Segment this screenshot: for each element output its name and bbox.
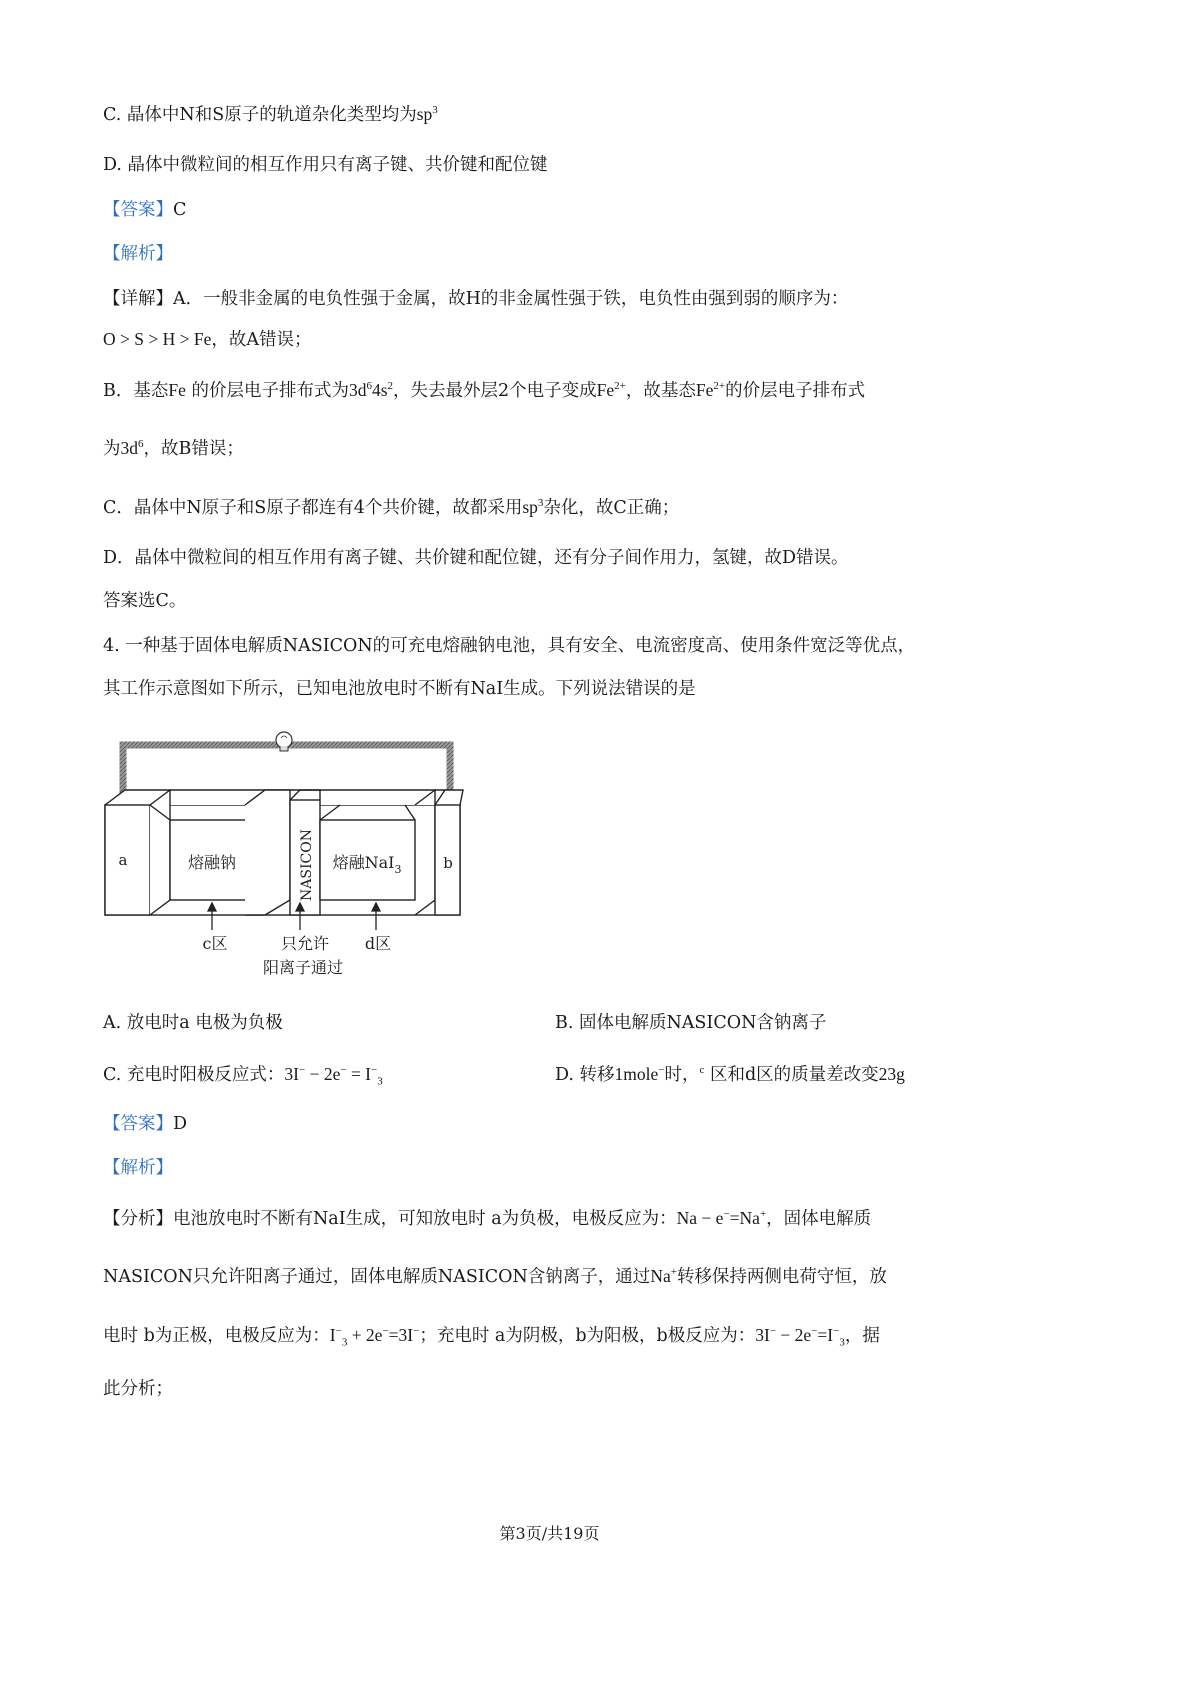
label-cation-line-1: 只允许	[280, 934, 330, 953]
q3-answer: 【答案】C	[103, 200, 187, 220]
label-cation-line-2: 阳离子通过	[262, 958, 344, 977]
q3-detail-line-1: 【详解】A．一般非金属的电负性强于金属，故H的非金属性强于铁，电负性由强到弱的顺序为：	[103, 289, 849, 309]
label-d-zone: d区	[364, 934, 392, 953]
q4-analysis-line-1: 【分析】电池放电时不断有NaI生成，可知放电时 a为负极，电极反应为：Na − e−=Na+，固体电解质	[103, 1208, 872, 1229]
q3-option-d: D. 晶体中微粒间的相互作用只有离子键、共价键和配位键	[103, 155, 548, 175]
label-nasicon: NASICON	[299, 829, 315, 901]
q3-detail-line-4: 为$3d^6$，故B错误；	[103, 438, 244, 459]
q3-analysis-label: 【解析】	[103, 244, 173, 264]
label-molten-nai: 熔融NaI$_3$	[332, 853, 402, 876]
label-molten-na: 熔融钠	[187, 853, 237, 872]
q4-option-c: C. 充电时阳极反应式：$3I^- - 2e^- = I^-_3$	[103, 1064, 383, 1088]
q3-detail-line-6: D．晶体中微粒间的相互作用有离子键、共价键和配位键，还有分子间作用力，氢键，故D错误。	[103, 548, 849, 568]
page-footer: 第3页/共19页	[499, 1524, 600, 1543]
q4-stem-line-2: 其工作示意图如下所示，已知电池放电时不断有NaI生成。下列说法错误的是	[103, 679, 696, 699]
label-a: a	[118, 851, 128, 869]
q3-detail-line-7: 答案选C。	[103, 591, 187, 611]
q4-analysis-line-4: 此分析；	[103, 1379, 173, 1399]
q4-answer: 【答案】D	[103, 1114, 188, 1134]
q4-option-b: B. 固体电解质NASICON含钠离子	[555, 1013, 827, 1033]
q4-analysis-line-2: NASICON只允许阳离子通过，固体电解质NASICON含钠离子，通过Na+转移保持两侧电荷守恒，放	[103, 1266, 887, 1287]
q3-detail-line-3: B．基态Fe 的价层电子排布式为$3d^64s^2$，失去最外层2个电子变成$Fe^{2+}$，故基态$Fe^{2+}$的价层电子排布式	[103, 380, 866, 401]
q3-detail-line-5: C．晶体中N原子和S原子都连有4个共价键，故都采用$sp^3$杂化，故C正确；	[103, 497, 680, 518]
q4-option-d: D. 转移1mole−时，$^c$ 区和d区的质量差改变23g	[555, 1064, 905, 1085]
label-c-zone: c区	[202, 934, 228, 953]
q4-analysis-line-3: 电时 b为正极，电极反应为：$I^-_3 + 2e^-=3I^-$；充电时 a为阴极，b为阳极，b极反应为：$3I^- - 2e^-=I^-_3$，据	[103, 1325, 880, 1349]
q4-analysis-label: 【解析】	[103, 1158, 173, 1178]
label-b: b	[443, 854, 453, 872]
q3-option-c: C. 晶体中N和S原子的轨道杂化类型均为$sp^3$	[103, 104, 438, 125]
q3-detail-line-2: O > S > H > Fe，故A错误；	[103, 329, 312, 350]
electrode-a	[105, 805, 150, 915]
battery-diagram	[95, 725, 475, 985]
q4-option-a: A. 放电时a 电极为负极	[103, 1013, 283, 1033]
q4-stem-line-1: 4. 一种基于固体电解质NASICON的可充电熔融钠电池，具有安全、电流密度高、使用条件宽泛等优点，	[103, 636, 916, 656]
